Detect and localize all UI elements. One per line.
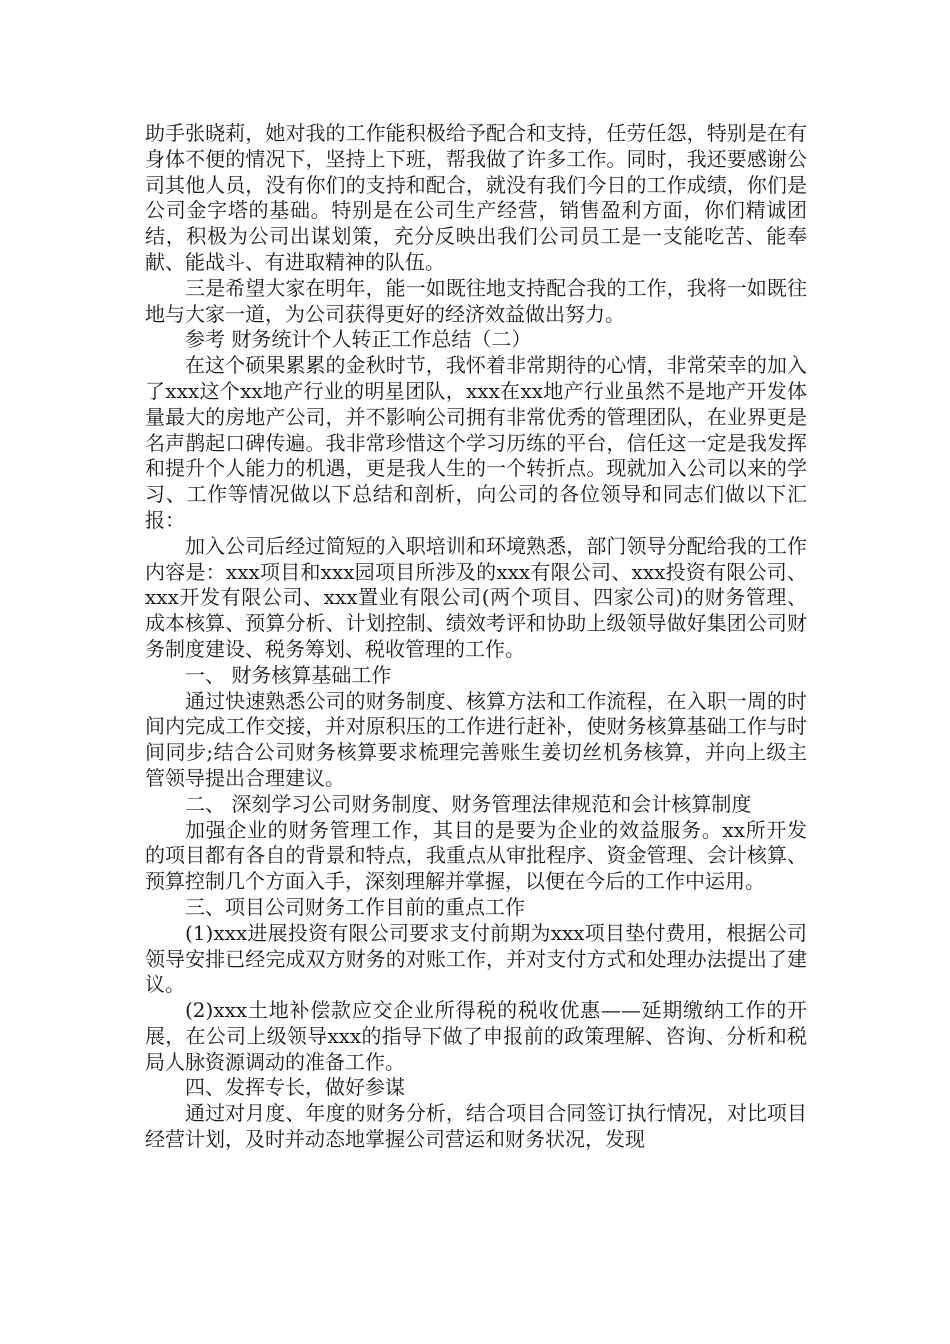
heading-study-regulations: 二、 深刻学习公司财务制度、财务管理法律规范和会计核算制度	[185, 791, 752, 816]
document-body	[145, 121, 807, 1153]
paragraph-accounting-basics: 通过快速熟悉公司的财务制度、核算方法和工作流程，在入职一周的时间内完成工作交接，并对原积压的工作进行赶补，使财务核算基础工作与时间同步;结合公司财务核算要求梳理完善账生姜切丝机务核算，并向上级主管领导提出合理建议。	[145, 688, 807, 790]
heading-advisory-role: 四、发挥专长，做好参谋	[185, 1075, 405, 1100]
paragraph-work-assignment: 加入公司后经过简短的入职培训和环境熟悉，部门领导分配给我的工作内容是：xxx项目和xxx园项目所涉及的xxx有限公司、xxx投资有限公司、xxx开发有限公司、xxx置业有限公司(两个项目、四家公司)的财务管理、成本核算、预算分析、计划控制、绩效考评和协助上级领导做好集团公司财务制度建设、税务筹划、税收管理的工作。	[145, 533, 807, 661]
paragraph-hope-next-year: 三是希望大家在明年，能一如既往地支持配合我的工作，我将一如既往地与大家一道，为公司获得更好的经济效益做出努力。	[145, 275, 807, 326]
paragraph-key-work-item-2: (2)xxx土地补偿款应交企业所得税的税收优惠——延期缴纳工作的开展，在公司上级领导xxx的指导下做了申报前的政策理解、咨询、分析和税局人脉资源调动的准备工作。	[145, 998, 807, 1074]
paragraph-advisory-role: 通过对月度、年度的财务分析，结合项目合同签订执行情况，对比项目经营计划，及时并动态地掌握公司营运和财务状况，发现	[145, 1101, 807, 1152]
section-title-reference-summary: 参考 财务统计个人转正工作总结（二）	[185, 327, 532, 352]
paragraph-joining-team: 在这个硕果累累的金秋时节，我怀着非常期待的心情，非常荣幸的加入了xxx这个xx地产行业的明星团队，xxx在xx地产行业虽然不是地产开发体量最大的房地产公司，并不影响公司拥有非常优秀的管理团队，在业界更是名声鹊起口碑传遍。我非常珍惜这个学习历练的平台，信任这一定是我发挥和提升个人能力的机遇，更是我人生的一个转折点。现就加入公司以来的学习、工作等情况做以下总结和剖析，向公司的各位领导和同志们做以下汇报：	[145, 353, 807, 532]
paragraph-thanks-assistant: 助手张晓莉，她对我的工作能积极给予配合和支持，任劳任怨，特别是在有身体不便的情况下，坚持上下班，帮我做了许多工作。同时，我还要感谢公司其他人员，没有你们的支持和配合，就没有我们今日的工作成绩，你们是公司金字塔的基础。特别是在公司生产经营，销售盈利方面，你们精诚团结，积极为公司出谋划策，充分反映出我们公司员工是一支能吃苦、能奉献、能战斗、有进取精神的队伍。	[145, 121, 807, 274]
paragraph-study-regulations: 加强企业的财务管理工作，其目的是要为企业的效益服务。xx所开发的项目都有各自的背景和特点，我重点从审批程序、资金管理、会计核算、预算控制几个方面入手，深刻理解并掌握，以便在今后的工作中运用。	[145, 817, 807, 894]
heading-key-work: 三、项目公司财务工作目前的重点工作	[185, 894, 525, 919]
paragraph-key-work-item-1: (1)xxx进展投资有限公司要求支付前期为xxx项目垫付费用，根据公司领导安排已经完成双方财务的对账工作，并对支付方式和处理办法提出了建议。	[145, 920, 807, 997]
heading-accounting-basics: 一、 财务核算基础工作	[185, 662, 392, 687]
